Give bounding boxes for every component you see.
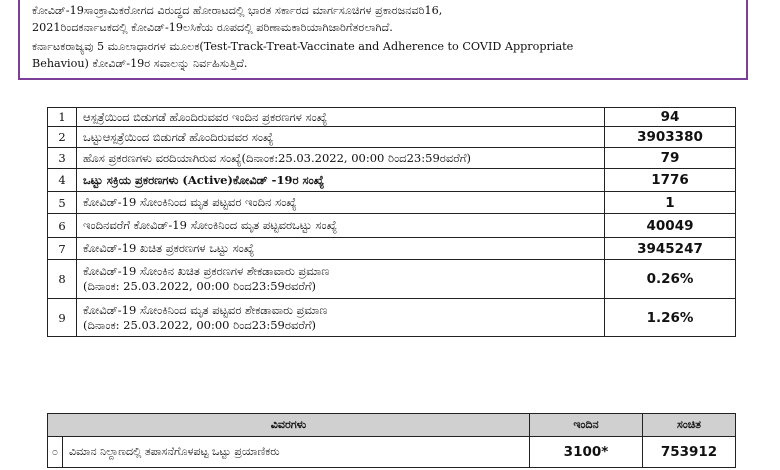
notice-line-3: ಕರ್ನಾಟಕರಾಜ್ಯವು 5 ಮೂಲಾಧಾರಗಳ ಮೂಲಕ(Test-Track-Treat-Vaccinate and Adherence to COVID Appropriate	[32, 40, 574, 53]
table-row	[48, 108, 736, 127]
row-value: 1	[605, 192, 736, 214]
row-number: 9	[48, 299, 77, 337]
row-description-line-1: ಕೋವಿಡ್-19 ಸೋಂಕಿನ ಖಚಿತ ಪ್ರಕರಣಗಳ ಶೇಕಡಾವಾರು ಪ್ರಮಾಣ	[83, 264, 330, 278]
row-description-line-1: ಕೋವಿಡ್-19 ಸೋಂಕಿನಿಂದ ಮೃತ ಪಟ್ಟವರ ಶೇಕಡಾವಾರು ಪ್ರಮಾಣ	[83, 302, 328, 317]
table-row	[48, 437, 736, 468]
table-row	[48, 169, 736, 192]
row-number: 8	[48, 260, 77, 299]
row-value: 3903380	[605, 127, 736, 148]
row-value: 79	[605, 148, 736, 169]
table-row	[48, 260, 736, 299]
row-number: 2	[48, 127, 77, 148]
row-description	[77, 299, 605, 337]
row-number: 7	[48, 238, 77, 260]
table-header-row	[48, 414, 736, 437]
table-row	[48, 214, 736, 238]
notice-line-4: Behaviou) ಕೋವಿಡ್-19ರ ಸವಾಲನ್ನು ನಿರ್ವಹಿಸುತ್ತಿದೆ.	[32, 57, 248, 70]
notice-line-1: ಕೋವಿಡ್-19ಸಾಂಕ್ರಾಮಿಕರೋಗದ ವಿರುದ್ಧದ ಹೋರಾಟದಲ್ಲಿ ಭಾರತ ಸರ್ಕಾರದ ಮಾರ್ಗಸೂಚಿಗಳ ಪ್ರಕಾರಜನವರಿ16,	[32, 4, 443, 17]
header-details: ವಿವರಗಳು	[48, 414, 530, 437]
row-value: 3945247	[605, 238, 736, 260]
notice-line-2: 2021ರಿಂದಕರ್ನಾಟಕದಲ್ಲಿ ಕೋವಿಡ್-19ಲಸಿಕೆಯ ರೂಪದಲ್ಲಿ ಪರಿಣಾಮಕಾರಿಯಾಗಿಜಾರಿಗೆತರಲಾಗಿದೆ.	[32, 21, 393, 34]
row-number: 3	[48, 148, 77, 169]
row-value: 1.26%	[605, 299, 736, 337]
row-description: ಹೊಸ ಪ್ರಕರಣಗಳು ವರದಿಯಾಗಿರುವ ಸಂಖ್ಯೆ(ದಿನಾಂಕ:25.03.2022, 00:00 ರಿಂದ23:59ರವರೆಗೆ)	[77, 148, 605, 169]
row-value: 0.26%	[605, 260, 736, 299]
row-description: ಒಟ್ಟು ಸಕ್ರಿಯ ಪ್ರಕರಣಗಳು (Active)ಕೋವಿಡ್ -19ರ ಸಂಖ್ಯೆ	[77, 169, 605, 192]
airport-screening-table	[47, 413, 736, 468]
table-row	[48, 238, 736, 260]
row-number: 6	[48, 214, 77, 238]
row-description: ಒಟ್ಟುಆಸ್ಪತ್ರೆಯಿಂದ ಬಿಡುಗಡೆ ಹೊಂದಿರುವವರ ಸಂಖ್ಯೆ	[77, 127, 605, 148]
row-value: 1776	[605, 169, 736, 192]
row-number: ೦	[48, 437, 63, 468]
header-cumulative: ಸಂಚಿತ	[643, 414, 736, 437]
row-number: 5	[48, 192, 77, 214]
row-description: ಕೋವಿಡ್-19 ಖಚಿತ ಪ್ರಕರಣಗಳ ಒಟ್ಟು ಸಂಖ್ಯೆ	[77, 238, 605, 260]
row-description-line-2: (ದಿನಾಂಕ: 25.03.2022, 00:00 ರಿಂದ23:59ರವರೆಗೆ)	[83, 317, 317, 332]
row-description: ಕೋವಿಡ್-19 ಸೋಂಕಿನಿಂದ ಮೃತ ಪಟ್ಟವರ ಇಂದಿನ ಸಂಖ್ಯೆ	[77, 192, 605, 214]
header-today: ಇಂದಿನ	[530, 414, 643, 437]
row-value: 40049	[605, 214, 736, 238]
stats-table	[47, 107, 736, 337]
row-description: ವಿಮಾನ ನಿಲ್ದಾಣದಲ್ಲಿ ತಪಾಸನೆಗೊಳಪಟ್ಟ ಒಟ್ಟು ಪ್ರಯಾಣಿಕರು	[63, 437, 530, 468]
row-cumulative-value: 753912	[643, 437, 736, 468]
row-today-value: 3100*	[530, 437, 643, 468]
row-number: 4	[48, 169, 77, 192]
row-number: 1	[48, 108, 77, 127]
table-row	[48, 148, 736, 169]
row-description: ಆಸ್ಪತ್ರೆಯಿಂದ ಬಿಡುಗಡೆ ಹೊಂದಿರುವವರ ಇಂದಿನ ಪ್ರಕರಣಗಳ ಸಂಖ್ಯೆ	[77, 108, 605, 127]
row-value: 94	[605, 108, 736, 127]
row-description-line-2: (ದಿನಾಂಕ: 25.03.2022, 00:00 ರಿಂದ23:59ರವರೆಗೆ)	[83, 279, 317, 293]
table-row	[48, 299, 736, 337]
notice-box	[18, 0, 748, 80]
table-row	[48, 192, 736, 214]
table-row	[48, 127, 736, 148]
row-description	[77, 260, 605, 299]
row-description: ಇಂದಿನವರೆಗೆ ಕೋವಿಡ್-19 ಸೋಂಕಿನಿಂದ ಮೃತ ಪಟ್ಟವರಒಟ್ಟು ಸಂಖ್ಯೆ	[77, 214, 605, 238]
